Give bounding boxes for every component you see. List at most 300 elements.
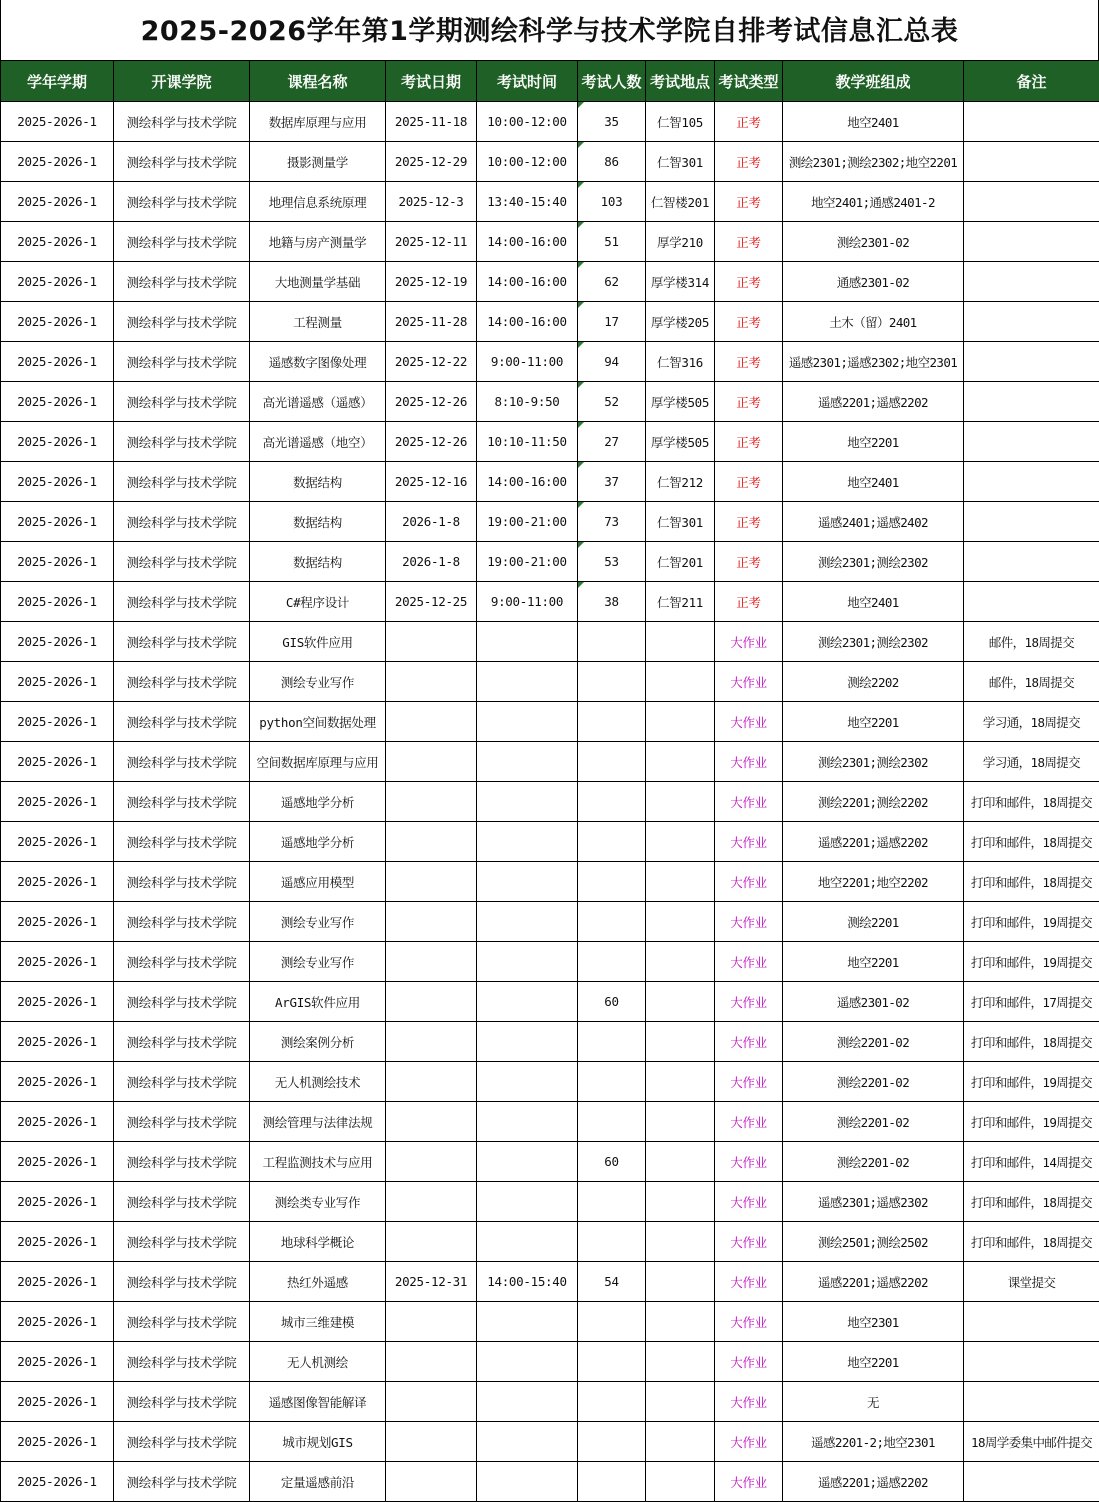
cell-remarks[interactable]: 学习通，18周提交 — [964, 742, 1099, 782]
cell-count[interactable] — [578, 702, 646, 742]
cell-location[interactable] — [646, 622, 715, 662]
cell-location[interactable]: 仁智201 — [646, 542, 715, 582]
cell-classes[interactable]: 测绘2201-02 — [783, 1102, 964, 1142]
cell-course[interactable]: 测绘专业写作 — [250, 942, 386, 982]
cell-college[interactable]: 测绘科学与技术学院 — [114, 622, 250, 662]
cell-term[interactable]: 2025-2026-1 — [1, 1062, 114, 1102]
cell-classes[interactable]: 测绘2202 — [783, 662, 964, 702]
cell-date[interactable] — [386, 862, 477, 902]
cell-course[interactable]: 测绘类专业写作 — [250, 1182, 386, 1222]
cell-term[interactable]: 2025-2026-1 — [1, 822, 114, 862]
cell-college[interactable]: 测绘科学与技术学院 — [114, 1382, 250, 1422]
cell-remarks[interactable] — [964, 342, 1099, 382]
cell-term[interactable]: 2025-2026-1 — [1, 1182, 114, 1222]
cell-date[interactable]: 2025-12-3 — [386, 182, 477, 222]
cell-type[interactable]: 正考 — [715, 462, 783, 502]
cell-remarks[interactable]: 学习通，18周提交 — [964, 702, 1099, 742]
cell-remarks[interactable]: 打印和邮件，18周提交 — [964, 1022, 1099, 1062]
cell-type[interactable]: 大作业 — [715, 1382, 783, 1422]
cell-count[interactable] — [578, 1342, 646, 1382]
cell-remarks[interactable] — [964, 102, 1099, 142]
cell-count[interactable]: 38 — [578, 582, 646, 622]
cell-classes[interactable]: 遥感2401;遥感2402 — [783, 502, 964, 542]
cell-location[interactable]: 仁智316 — [646, 342, 715, 382]
cell-college[interactable]: 测绘科学与技术学院 — [114, 382, 250, 422]
cell-classes[interactable]: 测绘2201 — [783, 902, 964, 942]
cell-time[interactable] — [477, 942, 578, 982]
cell-college[interactable]: 测绘科学与技术学院 — [114, 142, 250, 182]
cell-term[interactable]: 2025-2026-1 — [1, 1302, 114, 1342]
col-header-date[interactable]: 考试日期 — [386, 61, 477, 102]
cell-college[interactable]: 测绘科学与技术学院 — [114, 902, 250, 942]
cell-date[interactable]: 2025-12-25 — [386, 582, 477, 622]
cell-count[interactable]: 17 — [578, 302, 646, 342]
cell-location[interactable]: 厚学210 — [646, 222, 715, 262]
cell-location[interactable]: 厚学楼205 — [646, 302, 715, 342]
cell-classes[interactable]: 地空2401 — [783, 582, 964, 622]
cell-course[interactable]: 摄影测量学 — [250, 142, 386, 182]
cell-count[interactable] — [578, 782, 646, 822]
cell-college[interactable]: 测绘科学与技术学院 — [114, 502, 250, 542]
cell-classes[interactable]: 遥感2201;遥感2202 — [783, 1262, 964, 1302]
cell-course[interactable]: 城市规划GIS — [250, 1422, 386, 1462]
cell-college[interactable]: 测绘科学与技术学院 — [114, 742, 250, 782]
col-header-course[interactable]: 课程名称 — [250, 61, 386, 102]
cell-term[interactable]: 2025-2026-1 — [1, 342, 114, 382]
cell-term[interactable]: 2025-2026-1 — [1, 982, 114, 1022]
cell-course[interactable]: 地理信息系统原理 — [250, 182, 386, 222]
cell-time[interactable]: 10:10-11:50 — [477, 422, 578, 462]
cell-remarks[interactable]: 打印和邮件，18周提交 — [964, 1182, 1099, 1222]
cell-date[interactable]: 2025-12-22 — [386, 342, 477, 382]
cell-count[interactable] — [578, 1422, 646, 1462]
cell-count[interactable]: 37 — [578, 462, 646, 502]
cell-term[interactable]: 2025-2026-1 — [1, 782, 114, 822]
cell-remarks[interactable] — [964, 1462, 1099, 1502]
cell-date[interactable]: 2025-11-18 — [386, 102, 477, 142]
cell-college[interactable]: 测绘科学与技术学院 — [114, 702, 250, 742]
cell-classes[interactable]: 地空2401 — [783, 462, 964, 502]
cell-type[interactable]: 正考 — [715, 342, 783, 382]
cell-term[interactable]: 2025-2026-1 — [1, 1142, 114, 1182]
cell-remarks[interactable] — [964, 262, 1099, 302]
cell-college[interactable]: 测绘科学与技术学院 — [114, 822, 250, 862]
col-header-location[interactable]: 考试地点 — [646, 61, 715, 102]
cell-course[interactable]: 高光谱遥感（地空） — [250, 422, 386, 462]
cell-date[interactable] — [386, 1422, 477, 1462]
cell-college[interactable]: 测绘科学与技术学院 — [114, 1262, 250, 1302]
cell-type[interactable]: 大作业 — [715, 662, 783, 702]
cell-date[interactable] — [386, 902, 477, 942]
cell-classes[interactable]: 测绘2201-02 — [783, 1022, 964, 1062]
cell-location[interactable] — [646, 1222, 715, 1262]
cell-time[interactable] — [477, 1382, 578, 1422]
cell-time[interactable]: 14:00-16:00 — [477, 262, 578, 302]
cell-remarks[interactable]: 邮件，18周提交 — [964, 622, 1099, 662]
cell-time[interactable]: 14:00-16:00 — [477, 462, 578, 502]
cell-location[interactable] — [646, 942, 715, 982]
cell-course[interactable]: 大地测量学基础 — [250, 262, 386, 302]
cell-course[interactable]: 无人机测绘技术 — [250, 1062, 386, 1102]
cell-remarks[interactable] — [964, 382, 1099, 422]
cell-time[interactable] — [477, 1302, 578, 1342]
cell-remarks[interactable]: 打印和邮件，17周提交 — [964, 982, 1099, 1022]
cell-course[interactable]: 遥感图像智能解译 — [250, 1382, 386, 1422]
cell-date[interactable] — [386, 1222, 477, 1262]
cell-time[interactable] — [477, 1022, 578, 1062]
cell-date[interactable]: 2025-12-29 — [386, 142, 477, 182]
cell-date[interactable]: 2025-12-26 — [386, 382, 477, 422]
cell-type[interactable]: 大作业 — [715, 742, 783, 782]
cell-location[interactable] — [646, 1142, 715, 1182]
cell-course[interactable]: 高光谱遥感（遥感） — [250, 382, 386, 422]
cell-count[interactable] — [578, 822, 646, 862]
cell-type[interactable]: 正考 — [715, 502, 783, 542]
cell-date[interactable]: 2025-12-26 — [386, 422, 477, 462]
cell-term[interactable]: 2025-2026-1 — [1, 1422, 114, 1462]
cell-term[interactable]: 2025-2026-1 — [1, 1262, 114, 1302]
cell-remarks[interactable] — [964, 1302, 1099, 1342]
cell-classes[interactable]: 测绘2201-02 — [783, 1142, 964, 1182]
cell-remarks[interactable] — [964, 582, 1099, 622]
cell-term[interactable]: 2025-2026-1 — [1, 862, 114, 902]
cell-count[interactable] — [578, 1462, 646, 1502]
cell-remarks[interactable] — [964, 502, 1099, 542]
cell-remarks[interactable]: 邮件，18周提交 — [964, 662, 1099, 702]
cell-time[interactable] — [477, 1062, 578, 1102]
cell-count[interactable]: 53 — [578, 542, 646, 582]
cell-course[interactable]: 数据库原理与应用 — [250, 102, 386, 142]
cell-type[interactable]: 正考 — [715, 382, 783, 422]
cell-course[interactable]: 工程监测技术与应用 — [250, 1142, 386, 1182]
cell-time[interactable] — [477, 782, 578, 822]
cell-time[interactable] — [477, 1182, 578, 1222]
cell-college[interactable]: 测绘科学与技术学院 — [114, 462, 250, 502]
cell-term[interactable]: 2025-2026-1 — [1, 542, 114, 582]
cell-college[interactable]: 测绘科学与技术学院 — [114, 782, 250, 822]
cell-remarks[interactable]: 18周学委集中邮件提交 — [964, 1422, 1099, 1462]
cell-type[interactable]: 大作业 — [715, 942, 783, 982]
cell-date[interactable] — [386, 1142, 477, 1182]
cell-date[interactable] — [386, 662, 477, 702]
cell-date[interactable] — [386, 1062, 477, 1102]
cell-type[interactable]: 大作业 — [715, 982, 783, 1022]
cell-remarks[interactable]: 打印和邮件，18周提交 — [964, 782, 1099, 822]
cell-location[interactable] — [646, 1262, 715, 1302]
cell-type[interactable]: 正考 — [715, 222, 783, 262]
cell-term[interactable]: 2025-2026-1 — [1, 1222, 114, 1262]
cell-term[interactable]: 2025-2026-1 — [1, 1022, 114, 1062]
cell-time[interactable] — [477, 982, 578, 1022]
cell-date[interactable] — [386, 1302, 477, 1342]
cell-type[interactable]: 大作业 — [715, 1342, 783, 1382]
cell-count[interactable]: 62 — [578, 262, 646, 302]
cell-time[interactable] — [477, 822, 578, 862]
cell-course[interactable]: 城市三维建模 — [250, 1302, 386, 1342]
cell-count[interactable] — [578, 1102, 646, 1142]
cell-location[interactable] — [646, 1022, 715, 1062]
cell-classes[interactable]: 遥感2201-2;地空2301 — [783, 1422, 964, 1462]
cell-count[interactable] — [578, 742, 646, 782]
cell-count[interactable] — [578, 1302, 646, 1342]
cell-college[interactable]: 测绘科学与技术学院 — [114, 1342, 250, 1382]
cell-type[interactable]: 正考 — [715, 142, 783, 182]
cell-remarks[interactable]: 打印和邮件，19周提交 — [964, 1102, 1099, 1142]
cell-type[interactable]: 正考 — [715, 182, 783, 222]
cell-type[interactable]: 大作业 — [715, 622, 783, 662]
cell-college[interactable]: 测绘科学与技术学院 — [114, 942, 250, 982]
cell-type[interactable]: 正考 — [715, 302, 783, 342]
cell-term[interactable]: 2025-2026-1 — [1, 582, 114, 622]
cell-term[interactable]: 2025-2026-1 — [1, 462, 114, 502]
cell-type[interactable]: 大作业 — [715, 902, 783, 942]
cell-time[interactable] — [477, 1462, 578, 1502]
cell-term[interactable]: 2025-2026-1 — [1, 262, 114, 302]
cell-location[interactable] — [646, 1102, 715, 1142]
cell-college[interactable]: 测绘科学与技术学院 — [114, 302, 250, 342]
cell-date[interactable] — [386, 1462, 477, 1502]
cell-type[interactable]: 大作业 — [715, 1022, 783, 1062]
cell-time[interactable] — [477, 862, 578, 902]
cell-classes[interactable]: 地空2201;地空2202 — [783, 862, 964, 902]
cell-classes[interactable]: 土木（留）2401 — [783, 302, 964, 342]
cell-course[interactable]: GIS软件应用 — [250, 622, 386, 662]
cell-date[interactable] — [386, 982, 477, 1022]
cell-date[interactable]: 2025-12-16 — [386, 462, 477, 502]
cell-classes[interactable]: 遥感2201;遥感2202 — [783, 822, 964, 862]
cell-time[interactable] — [477, 1142, 578, 1182]
cell-date[interactable] — [386, 1342, 477, 1382]
cell-type[interactable]: 大作业 — [715, 1262, 783, 1302]
cell-term[interactable]: 2025-2026-1 — [1, 302, 114, 342]
cell-classes[interactable]: 遥感2301;遥感2302 — [783, 1182, 964, 1222]
cell-count[interactable] — [578, 1022, 646, 1062]
cell-remarks[interactable] — [964, 1342, 1099, 1382]
cell-date[interactable] — [386, 702, 477, 742]
cell-term[interactable]: 2025-2026-1 — [1, 902, 114, 942]
cell-count[interactable]: 52 — [578, 382, 646, 422]
cell-location[interactable] — [646, 1342, 715, 1382]
cell-classes[interactable]: 地空2201 — [783, 942, 964, 982]
cell-course[interactable]: python空间数据处理 — [250, 702, 386, 742]
cell-count[interactable]: 60 — [578, 1142, 646, 1182]
cell-college[interactable]: 测绘科学与技术学院 — [114, 262, 250, 302]
cell-date[interactable] — [386, 1382, 477, 1422]
cell-count[interactable]: 94 — [578, 342, 646, 382]
cell-remarks[interactable]: 打印和邮件，18周提交 — [964, 1222, 1099, 1262]
cell-course[interactable]: 地球科学概论 — [250, 1222, 386, 1262]
cell-course[interactable]: 定量遥感前沿 — [250, 1462, 386, 1502]
cell-course[interactable]: ArGIS软件应用 — [250, 982, 386, 1022]
cell-remarks[interactable]: 打印和邮件，19周提交 — [964, 902, 1099, 942]
cell-location[interactable]: 仁智301 — [646, 502, 715, 542]
cell-term[interactable]: 2025-2026-1 — [1, 142, 114, 182]
col-header-term[interactable]: 学年学期 — [1, 61, 114, 102]
cell-remarks[interactable] — [964, 142, 1099, 182]
cell-location[interactable] — [646, 1182, 715, 1222]
cell-classes[interactable]: 地空2301 — [783, 1302, 964, 1342]
cell-location[interactable]: 仁智211 — [646, 582, 715, 622]
cell-classes[interactable]: 测绘2301;测绘2302 — [783, 742, 964, 782]
cell-remarks[interactable]: 打印和邮件，14周提交 — [964, 1142, 1099, 1182]
cell-college[interactable]: 测绘科学与技术学院 — [114, 342, 250, 382]
cell-college[interactable]: 测绘科学与技术学院 — [114, 1462, 250, 1502]
cell-classes[interactable]: 地空2201 — [783, 422, 964, 462]
cell-remarks[interactable]: 打印和邮件，19周提交 — [964, 942, 1099, 982]
cell-time[interactable]: 14:00-16:00 — [477, 302, 578, 342]
cell-time[interactable]: 9:00-11:00 — [477, 582, 578, 622]
cell-type[interactable]: 正考 — [715, 262, 783, 302]
col-header-type[interactable]: 考试类型 — [715, 61, 783, 102]
cell-course[interactable]: 空间数据库原理与应用 — [250, 742, 386, 782]
cell-term[interactable]: 2025-2026-1 — [1, 1382, 114, 1422]
cell-count[interactable]: 54 — [578, 1262, 646, 1302]
cell-course[interactable]: 热红外遥感 — [250, 1262, 386, 1302]
cell-type[interactable]: 大作业 — [715, 1062, 783, 1102]
cell-date[interactable]: 2026-1-8 — [386, 542, 477, 582]
cell-college[interactable]: 测绘科学与技术学院 — [114, 1062, 250, 1102]
cell-date[interactable] — [386, 782, 477, 822]
cell-count[interactable]: 51 — [578, 222, 646, 262]
cell-classes[interactable]: 地空2201 — [783, 1342, 964, 1382]
cell-course[interactable]: 数据结构 — [250, 542, 386, 582]
cell-type[interactable]: 正考 — [715, 102, 783, 142]
cell-time[interactable]: 10:00-12:00 — [477, 102, 578, 142]
cell-location[interactable] — [646, 1062, 715, 1102]
cell-time[interactable]: 8:10-9:50 — [477, 382, 578, 422]
cell-remarks[interactable]: 打印和邮件，18周提交 — [964, 822, 1099, 862]
cell-type[interactable]: 正考 — [715, 582, 783, 622]
cell-course[interactable]: 地籍与房产测量学 — [250, 222, 386, 262]
cell-college[interactable]: 测绘科学与技术学院 — [114, 1022, 250, 1062]
cell-time[interactable]: 13:40-15:40 — [477, 182, 578, 222]
cell-course[interactable]: 遥感应用模型 — [250, 862, 386, 902]
cell-date[interactable]: 2025-11-28 — [386, 302, 477, 342]
cell-location[interactable] — [646, 982, 715, 1022]
cell-classes[interactable]: 遥感2201;遥感2202 — [783, 382, 964, 422]
cell-date[interactable] — [386, 1182, 477, 1222]
cell-time[interactable] — [477, 742, 578, 782]
col-header-college[interactable]: 开课学院 — [114, 61, 250, 102]
cell-course[interactable]: 测绘案例分析 — [250, 1022, 386, 1062]
cell-classes[interactable]: 地空2401 — [783, 102, 964, 142]
cell-term[interactable]: 2025-2026-1 — [1, 1102, 114, 1142]
cell-location[interactable] — [646, 902, 715, 942]
cell-course[interactable]: 数据结构 — [250, 502, 386, 542]
cell-date[interactable]: 2026-1-8 — [386, 502, 477, 542]
cell-term[interactable]: 2025-2026-1 — [1, 102, 114, 142]
cell-college[interactable]: 测绘科学与技术学院 — [114, 102, 250, 142]
cell-remarks[interactable]: 课堂提交 — [964, 1262, 1099, 1302]
cell-term[interactable]: 2025-2026-1 — [1, 222, 114, 262]
cell-type[interactable]: 大作业 — [715, 702, 783, 742]
cell-count[interactable]: 60 — [578, 982, 646, 1022]
col-header-count[interactable]: 考试人数 — [578, 61, 646, 102]
cell-time[interactable] — [477, 1422, 578, 1462]
cell-date[interactable] — [386, 822, 477, 862]
cell-college[interactable]: 测绘科学与技术学院 — [114, 1222, 250, 1262]
cell-classes[interactable]: 测绘2201-02 — [783, 1062, 964, 1102]
cell-term[interactable]: 2025-2026-1 — [1, 382, 114, 422]
cell-college[interactable]: 测绘科学与技术学院 — [114, 982, 250, 1022]
cell-count[interactable] — [578, 902, 646, 942]
cell-location[interactable] — [646, 822, 715, 862]
cell-date[interactable] — [386, 942, 477, 982]
cell-classes[interactable]: 遥感2201;遥感2202 — [783, 1462, 964, 1502]
cell-location[interactable]: 厚学楼505 — [646, 422, 715, 462]
cell-type[interactable]: 正考 — [715, 542, 783, 582]
cell-college[interactable]: 测绘科学与技术学院 — [114, 862, 250, 902]
col-header-remarks[interactable]: 备注 — [964, 61, 1099, 102]
cell-college[interactable]: 测绘科学与技术学院 — [114, 422, 250, 462]
cell-college[interactable]: 测绘科学与技术学院 — [114, 1142, 250, 1182]
cell-time[interactable] — [477, 1342, 578, 1382]
cell-type[interactable]: 大作业 — [715, 862, 783, 902]
cell-term[interactable]: 2025-2026-1 — [1, 502, 114, 542]
cell-term[interactable]: 2025-2026-1 — [1, 942, 114, 982]
cell-term[interactable]: 2025-2026-1 — [1, 1342, 114, 1382]
cell-course[interactable]: 数据结构 — [250, 462, 386, 502]
cell-time[interactable] — [477, 662, 578, 702]
cell-time[interactable] — [477, 622, 578, 662]
cell-course[interactable]: 遥感数字图像处理 — [250, 342, 386, 382]
cell-date[interactable]: 2025-12-31 — [386, 1262, 477, 1302]
cell-type[interactable]: 大作业 — [715, 782, 783, 822]
cell-classes[interactable]: 遥感2301-02 — [783, 982, 964, 1022]
cell-course[interactable]: 遥感地学分析 — [250, 822, 386, 862]
cell-time[interactable] — [477, 1102, 578, 1142]
cell-date[interactable] — [386, 1102, 477, 1142]
cell-college[interactable]: 测绘科学与技术学院 — [114, 542, 250, 582]
cell-classes[interactable]: 通感2301-02 — [783, 262, 964, 302]
cell-count[interactable] — [578, 862, 646, 902]
cell-count[interactable] — [578, 622, 646, 662]
cell-time[interactable]: 10:00-12:00 — [477, 142, 578, 182]
cell-date[interactable] — [386, 1022, 477, 1062]
cell-course[interactable]: 无人机测绘 — [250, 1342, 386, 1382]
cell-classes[interactable]: 测绘2301;测绘2302 — [783, 622, 964, 662]
cell-remarks[interactable] — [964, 182, 1099, 222]
cell-remarks[interactable]: 打印和邮件，18周提交 — [964, 862, 1099, 902]
cell-type[interactable]: 大作业 — [715, 1422, 783, 1462]
cell-location[interactable] — [646, 862, 715, 902]
cell-location[interactable] — [646, 742, 715, 782]
cell-location[interactable]: 厚学楼505 — [646, 382, 715, 422]
cell-time[interactable]: 9:00-11:00 — [477, 342, 578, 382]
cell-remarks[interactable] — [964, 222, 1099, 262]
cell-count[interactable]: 35 — [578, 102, 646, 142]
cell-type[interactable]: 大作业 — [715, 822, 783, 862]
cell-date[interactable]: 2025-12-19 — [386, 262, 477, 302]
cell-count[interactable] — [578, 1382, 646, 1422]
cell-college[interactable]: 测绘科学与技术学院 — [114, 1102, 250, 1142]
cell-course[interactable]: 测绘管理与法律法规 — [250, 1102, 386, 1142]
cell-classes[interactable]: 测绘2301;测绘2302;地空2201 — [783, 142, 964, 182]
cell-classes[interactable]: 测绘2201;测绘2202 — [783, 782, 964, 822]
cell-location[interactable]: 仁智105 — [646, 102, 715, 142]
cell-classes[interactable]: 地空2401;通感2401-2 — [783, 182, 964, 222]
cell-term[interactable]: 2025-2026-1 — [1, 662, 114, 702]
cell-course[interactable]: 测绘专业写作 — [250, 662, 386, 702]
cell-location[interactable] — [646, 1302, 715, 1342]
cell-course[interactable]: 测绘专业写作 — [250, 902, 386, 942]
cell-college[interactable]: 测绘科学与技术学院 — [114, 222, 250, 262]
cell-college[interactable]: 测绘科学与技术学院 — [114, 582, 250, 622]
cell-classes[interactable]: 测绘2501;测绘2502 — [783, 1222, 964, 1262]
cell-count[interactable]: 103 — [578, 182, 646, 222]
cell-location[interactable]: 仁智楼201 — [646, 182, 715, 222]
cell-count[interactable] — [578, 1062, 646, 1102]
